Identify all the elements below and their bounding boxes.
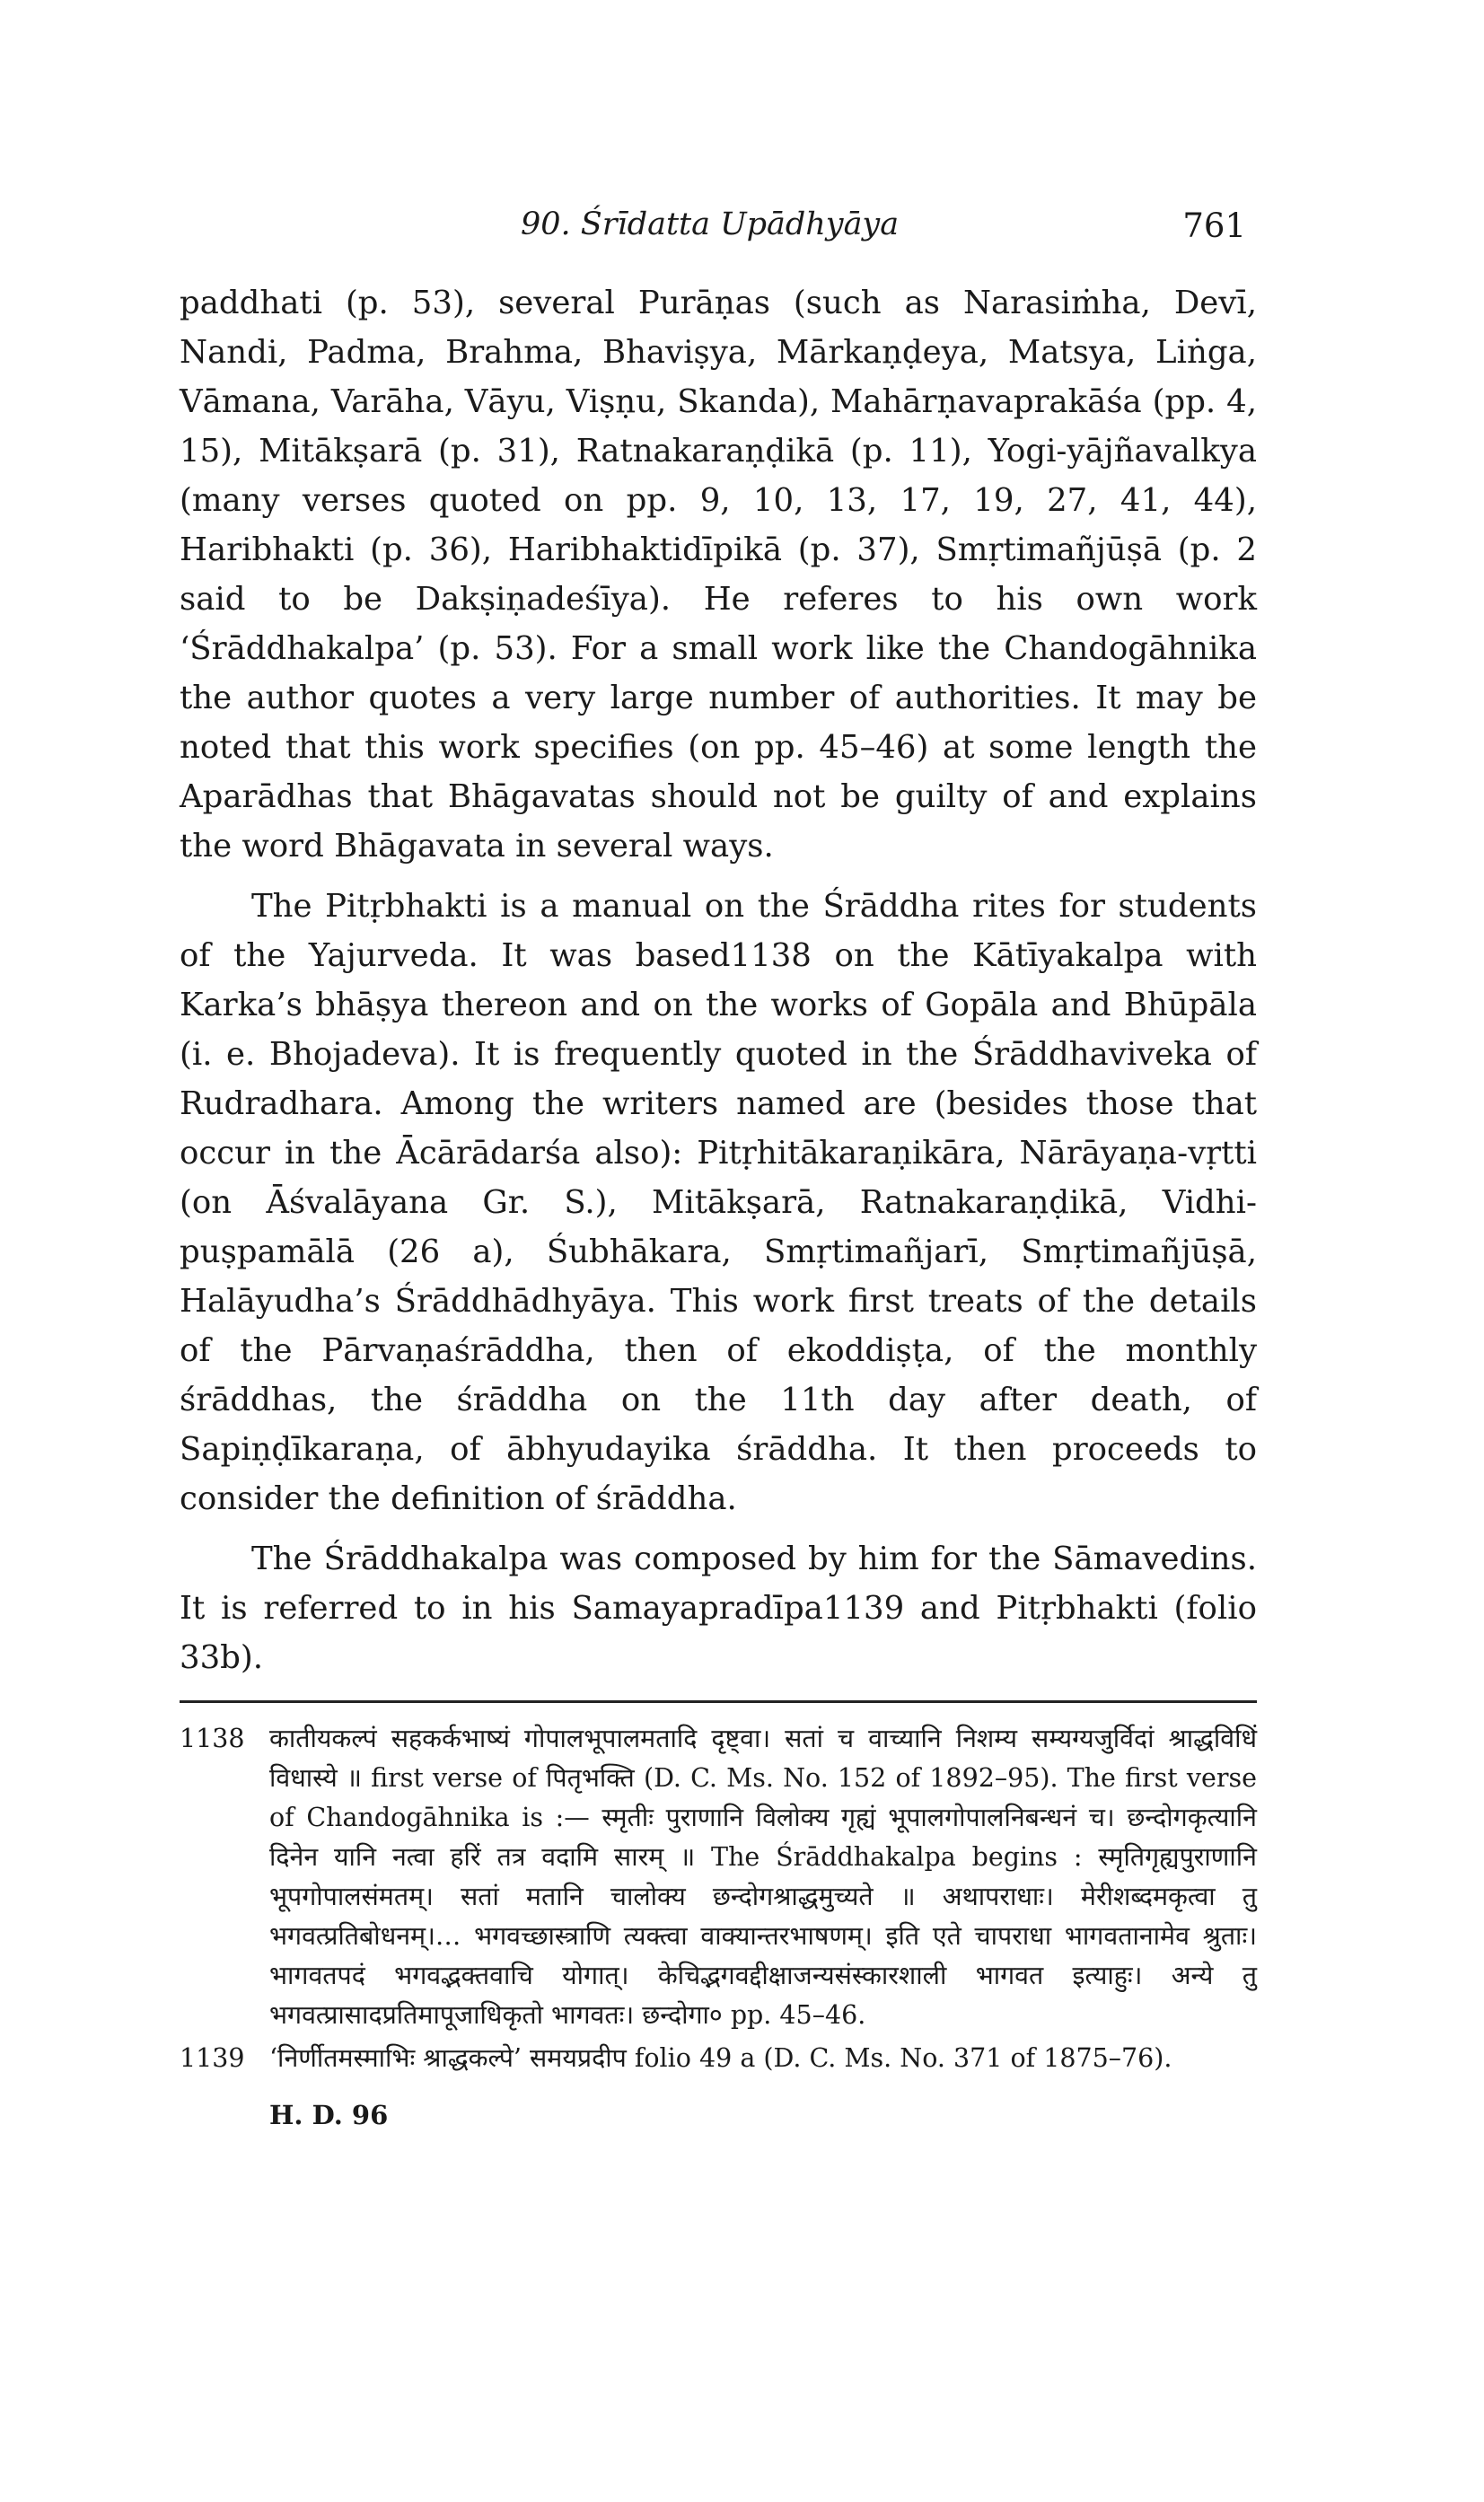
running-head [180, 180, 1257, 245]
footnote-number: 1139 [180, 2043, 245, 2073]
footnote-text: कातीयकल्पं सहकर्कभाष्यं गोपालभूपालमतादि दृष्ट्वा। सतां च वाच्यानि निशम्य सम्यग्यजुर्विदां श्राद्धविधिं विधास्ये ॥ first verse of पितृभक्ति (D. C. Ms. No. 152 of 1892–95). The first verse of Chandogāhnika is :— स्मृतीः पुराणानि विलोक्य गृह्यं भूपालगोपालनिबन्धनं च। छन्दोगकृत्यानि दिनेन यानि नत्वा हरिं तत्र वदामि सारम् ॥ The Śrāddhakalpa begins : स्मृतिगृह्यपुराणानि भूपगोपालसंमतम्। सतां मतानि चालोक्य छन्दोगश्राद्धमुच्यते ॥ अथापराधाः। मेरीशब्दमकृत्वा तु भगवत्प्रतिबोधनम्।… भगवच्छास्त्राणि त्यक्त्वा वाक्यान्तरभाषणम्। इति एते चापराधा भागवतानामेव श्रुताः। भागवतपदं भगवद्भक्तवाचि योगात्। केचिद्भगवद्दीक्षाजन्यसंस्कारशाली भागवत इत्याहुः। अन्ये तु भगवत्प्रासादप्रतिमापूजाधिकृतो भागवतः। छन्दोगा० pp. 45–46. [269, 1724, 1257, 2030]
body-paragraph: The Pitṛbhakti is a manual on the Śrāddha rites for students of the Yajurveda. It was based1138 on the Kātīyakalpa with Karka’s bhāṣya thereon and on the works of Gopāla and Bhūpāla (i. e. Bhojadeva). It is frequently quoted in the Śrāddhaviveka of Rudradhara. Among the writers named are (besides those that occur in the Ācārādarśa also): Pitṛhitākaraṇikāra, Nārāyaṇa-vṛtti (on Āśvalāyana Gr. S.), Mitākṣarā, Ratnakaraṇḍikā, Vidhi-puṣpamālā (26 a), Śubhākara, Smṛtimañjarī, Smṛtimañjūṣā, Halāyudha’s Śrāddhādhyāya. This work first treats of the details of the Pārvaṇaśrāddha, then of ekoddiṣṭa, of the monthly śrāddhas, the śrāddha on the 11th day after death, of Sapiṇḍīkaraṇa, of ābhyudayika śrāddha. It then proceeds to consider the definition of śrāddha. [180, 888, 1257, 1517]
page-number: 761 [1182, 206, 1246, 245]
footnotes [180, 1719, 1257, 2078]
document-page [180, 180, 1257, 2130]
footnote-divider [180, 1700, 1257, 1703]
signature-mark: H. D. 96 [269, 2100, 389, 2130]
body-paragraph: paddhati (p. 53), several Purāṇas (such as Narasiṁha, Devī, Nandi, Padma, Brahma, Bhaviṣya, Mārkaṇḍeya, Matsya, Liṅga, Vāmana, Varāha, Vāyu, Viṣṇu, Skanda), Mahārṇavaprakāśa (pp. 4, 15), Mitākṣarā (p. 31), Ratnakaraṇḍikā (p. 11), Yogi-yājñavalkya (many verses quoted on pp. 9, 10, 13, 17, 19, 27, 41, 44), Haribhakti (p. 36), Haribhaktidīpikā (p. 37), Smṛtimañjūṣā (p. 2 said to be Dakṣiṇadeśīya). He referes to his own work ‘Śrāddhakalpa’ (p. 53). For a small work like the Chandogāhnika the author quotes a very large number of authorities. It may be noted that this work specifies (on pp. 45–46) at some length the Aparādhas that Bhāgavatas should not be guilty of and explains the word Bhāgavata in several ways. [180, 285, 1257, 865]
footnote-text: ‘निर्णीतमस्माभिः श्राद्धकल्पे’ समयप्रदीप folio 49 a (D. C. Ms. No. 371 of 1875–76). [269, 2043, 1172, 2073]
footnote [180, 2039, 1257, 2078]
running-head-title: 90. Śrīdatta Upādhyāya [521, 206, 900, 242]
body-paragraph: The Śrāddhakalpa was composed by him for the Sāmavedins. It is referred to in his Samayapradīpa1139 and Pitṛbhakti (folio 33b). [180, 1541, 1257, 1676]
footnote [180, 1719, 1257, 2035]
footnote-number: 1138 [180, 1724, 245, 1753]
